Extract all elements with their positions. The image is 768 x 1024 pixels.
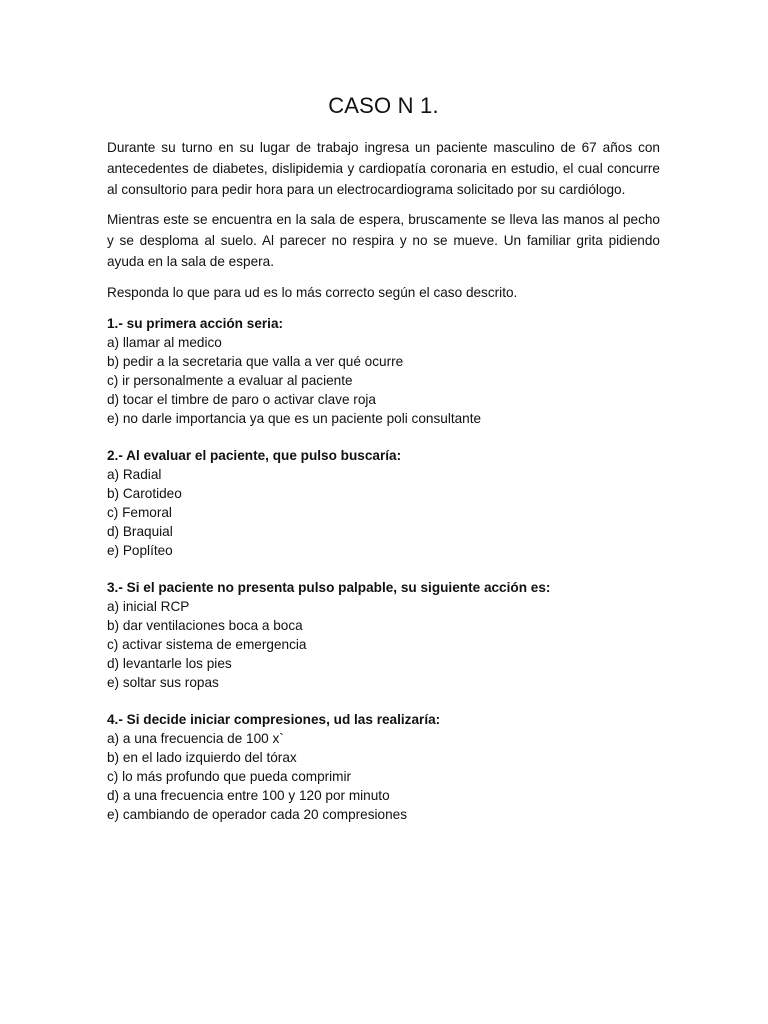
answer-option: d) a una frecuencia entre 100 y 120 por minuto	[107, 787, 390, 803]
answer-option: d) levantarle los pies	[107, 655, 232, 671]
answer-option: a) llamar al medico	[107, 334, 222, 350]
answer-option: c) lo más profundo que pueda comprimir	[107, 768, 352, 784]
question-title: 2.- Al evaluar el paciente, que pulso buscaría:	[107, 447, 402, 463]
question-2	[107, 446, 660, 560]
question-title: 1.- su primera acción seria:	[107, 315, 284, 331]
question-1	[107, 314, 660, 428]
answer-option: b) en el lado izquierdo del tórax	[107, 749, 297, 765]
case-event-paragraph: Mientras este se encuentra en la sala de espera, bruscamente se lleva las manos al pecho y se desploma al suelo. Al parecer no respira y no se mueve. Un familiar grita pidiendo ayuda en la sala de espera.	[107, 212, 660, 269]
answer-option: b) pedir a la secretaria que valla a ver qué ocurre	[107, 353, 404, 369]
question-title: 4.- Si decide iniciar compresiones, ud las realizaría:	[107, 711, 441, 727]
answer-option: a) a una frecuencia de 100 x`	[107, 730, 284, 746]
answer-option: b) Carotideo	[107, 485, 182, 501]
answer-option: d) Braquial	[107, 523, 173, 539]
answer-option: a) Radial	[107, 466, 162, 482]
answer-option: d) tocar el timbre de paro o activar clave roja	[107, 391, 376, 407]
answer-option: e) Poplíteo	[107, 542, 173, 558]
answer-option: e) cambiando de operador cada 20 compresiones	[107, 806, 408, 822]
answer-option: c) activar sistema de emergencia	[107, 636, 307, 652]
answer-option: b) dar ventilaciones boca a boca	[107, 617, 303, 633]
question-3	[107, 578, 660, 692]
answer-option: e) no darle importancia ya que es un paciente poli consultante	[107, 410, 482, 426]
document-page	[107, 92, 660, 842]
question-4	[107, 710, 660, 824]
instructions-paragraph: Responda lo que para ud es lo más correcto según el caso descrito.	[107, 284, 518, 300]
document-title: CASO N 1.	[328, 93, 439, 118]
answer-option: c) ir personalmente a evaluar al paciente	[107, 372, 353, 388]
answer-option: a) inicial RCP	[107, 598, 190, 614]
answer-option: c) Femoral	[107, 504, 172, 520]
case-description-paragraph: Durante su turno en su lugar de trabajo ingresa un paciente masculino de 67 años con antecedentes de diabetes, dislipidemia y cardiopatía coronaria en estudio, el cual concurre al consultorio para pedir hora para un electrocardiograma solicitado por su cardiólogo.	[107, 140, 660, 197]
answer-option: e) soltar sus ropas	[107, 674, 219, 690]
question-title: 3.- Si el paciente no presenta pulso palpable, su siguiente acción es:	[107, 579, 551, 595]
